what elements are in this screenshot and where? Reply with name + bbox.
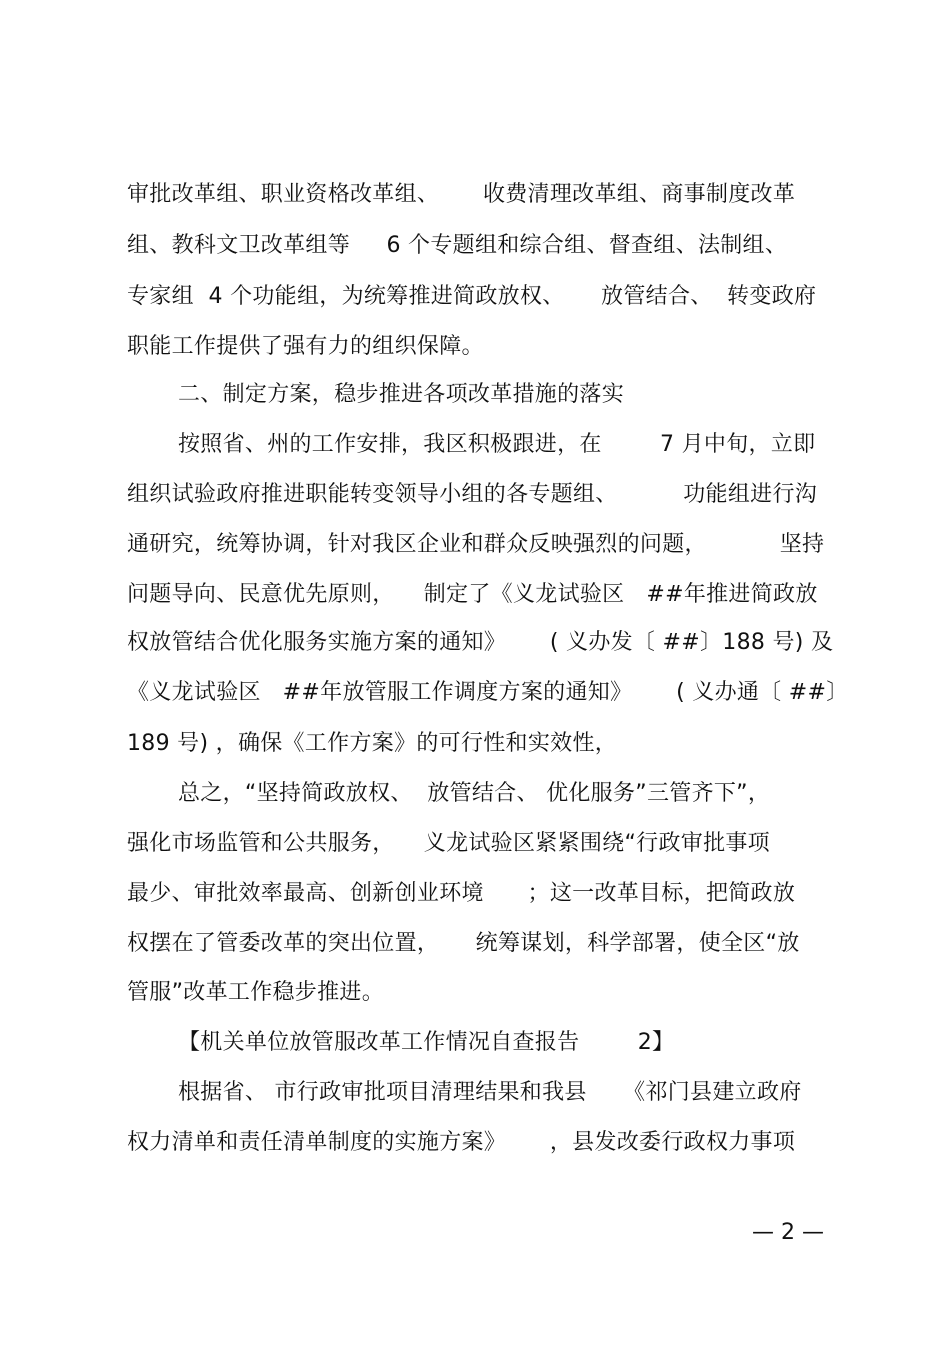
text-line: 强化市场监管和公共服务， 义龙试验区紧紧围绕“行政审批事项 bbox=[127, 831, 770, 856]
text-line: 职能工作提供了强有力的组织保障。 bbox=[127, 334, 484, 359]
text-line: 组、教科文卫改革组等 6 个专题组和综合组、督查组、法制组、 bbox=[127, 233, 788, 258]
text-line: 最少、审批效率最高、创新创业环境 ；这一改革目标，把简政放 bbox=[127, 881, 796, 906]
text-line: 根据省、 市行政审批项目清理结果和我县 《祁门县建立政府 bbox=[178, 1080, 802, 1105]
text-line: 专家组 4 个功能组，为统筹推进简政放权、 放管结合、 转变政府 bbox=[127, 284, 817, 309]
section-heading: 二、制定方案，稳步推进各项改革措施的落实 bbox=[178, 382, 625, 407]
text-line: 权摆在了管委改革的突出位置， 统筹谋划，科学部署，使全区“放 bbox=[127, 931, 800, 956]
text-line: 审批改革组、职业资格改革组、 收费清理改革组、商事制度改革 bbox=[127, 182, 796, 207]
text-line: 权放管结合优化服务实施方案的通知》 ( 义办发〔 ##〕188 号) 及 bbox=[127, 630, 834, 655]
text-line: 按照省、州的工作安排，我区积极跟进，在 7 月中旬，立即 bbox=[178, 432, 816, 457]
text-line: 组织试验政府推进职能转变领导小组的各专题组、 功能组进行沟 bbox=[127, 482, 818, 507]
text-line: 管服”改革工作稳步推进。 bbox=[127, 980, 384, 1005]
page-number: — 2 — bbox=[752, 1220, 824, 1245]
text-line: 权力清单和责任清单制度的实施方案》 ，县发改委行政权力事项 bbox=[127, 1130, 796, 1155]
text-line: 问题导向、民意优先原则， 制定了《义龙试验区 ##年推进简政放 bbox=[127, 582, 818, 607]
section-heading: 【机关单位放管服改革工作情况自查报告 2】 bbox=[178, 1030, 675, 1055]
text-line: 通研究，统筹协调，针对我区企业和群众反映强烈的问题， 坚持 bbox=[127, 532, 825, 557]
text-line: 189 号) ，确保《工作方案》的可行性和实效性， bbox=[127, 731, 618, 756]
text-line: 总之，“坚持简政放权、 放管结合、 优化服务”三管齐下”， bbox=[178, 781, 771, 806]
text-line: 《义龙试验区 ##年放管服工作调度方案的通知》 ( 义办通〔 ##〕 bbox=[127, 680, 849, 705]
